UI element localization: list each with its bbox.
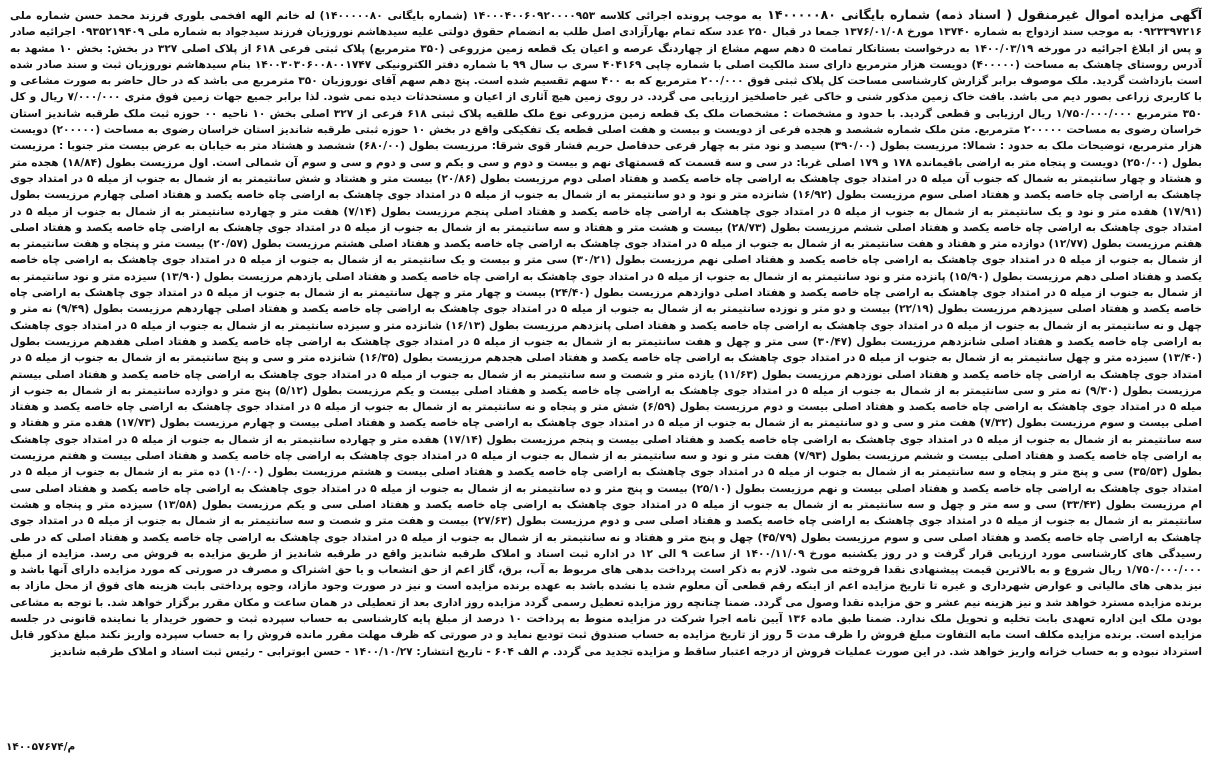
notice-body	[10, 7, 1202, 755]
notice-text: به موجب پرونده اجرائی کلاسه ۱۴۰۰۰۴۰۰۶۰۹۲۰۰۰۰۹۵۳ (شماره بایگانی ۱۴۰۰۰۰۰۸۰) له خانم الهه افخمی بلوری فرزند محمد حسن شماره ملی ۰۹۲۳۳۹۷۲۱۶ به موجب سند ازدواج به شماره ۱۳۷۴۰ مورخ ۱۳۷۶/۰۱/۰۸ جمعا در قبال ۲۵۰ عدد سکه تمام بهارآزادی اصل طلب به انضمام حقوق دولتی علیه سیدهاشم نوروزیان فرزند سیدجواد به شماره ملی ۰۹۳۵۲۱۹۴۰۹ اجرائیه صادر و پس از ابلاغ اجرائیه در مورخه ۱۴۰۰/۰۳/۱۹ به درخواست بستانکار تمامت ۵ دهم سهم مشاع از چهاردنگ عرصه و اعیان یک قطعه زمین مزروعی (۳۵۰ مترمربع) پلاک ثبتی فرعی ۶۱۸ از پلاک اصلی ۳۲۷ در بخش: بخش ۱۰ مشهد به آدرس روستای چاهشک به مساحت (۴۰۰۰۰۰) دویست هزار مترمربع دارای سند مالکیت اصلی با شماره چاپی ۴۰۴۱۶۹ سری ب سال ۹۹ با شماره دفتر الکترونیکی ۱۴۰۰۳۰۳۰۶۰۰۸۰۰۱۷۴۷ بنام سیدهاشم نوروزیان ثبت و سند صادر شده است بازداشت گردید. ملک موصوف برابر گزارش کارشناسی مساحت کل پلاک ثبتی فوق ۲۰۰/۰۰۰ مترمربع که به ۴۰۰ سهم تقسیم شده است. پنج دهم سهم آقای نوروزیان ۳۵۰ مترمربع می باشد که در حال حاضر به صورت مشاعی و با کاربری زراعی بصور دیم می باشد. بافت خاک زمین مذکور شنی و خاکی غیر حاصلخیز ارزیابی می گردد. در روی زمین هیچ آثاری از اعیان و مستحدثات دیده نمی شود. لذا برابر جمیع جهات زمین فوق متری ۷/۰۰۰/۰۰۰ ریال و کل ۳۵۰ مترمربع ۱/۷۵۰/۰۰۰/۰۰۰ ریال ارزیابی و قطعی گردید. با حدود و مشخصات : مشخصات ملک یک قطعه زمین مزروعی نوع ملک طلقیه پلاک ثبتی ۶۱۸ فرعی از ۳۲۷ اصلی بخش ۱۰ ناحیه ۰۰ حوزه ثبت ملک طرقبه شاندیز استان خراسان رضوی به مساحت ۲۰۰۰۰۰ مترمربع. متن ملک شماره ششصد و هجده فرعی از دویست و بیست و هفت اصلی قطعه یک تفکیکی واقع در بخش ۱۰ حوزه ثبتی طرقبه شاندیز استان خراسان رضوی به مساحت (۲۰۰۰۰۰) دویست هزار مترمربع، توضیحات ملک به حدود : شمالا: مرزیست بطول (۳۹۰/۰۰) سیصد و نود متر به چهار فرعی حدفاصل حریم فشار قوی شرقا: مرزیست بطول (۶۸۰/۰۰) ششصد و هشتاد متر به خیابان به عرض بیست متر جنوبا : مرزیست بطول (۲۵۰/۰۰) دویست و پنجاه متر به اراضی باقیمانده ۱۷۸ و ۱۷۹ اصلی غربا: در سی و سه قسمت که قسمتهای نهم و بیست و دوم و سی و یکم و سی و دوم و سی و سوم آن شمالی است. اول مرزیست بطول (۱۸/۸۴) هجده متر و هشتاد و چهار سانتیمتر به شمال که جنوب آن میله ۵ در امتداد جوی چاهشک به اراضی چاه خاصه یکصد و هفتاد اصلی دوم مرزیست بطول (۲۰/۸۶) بیست متر و هشتاد و شش سانتیمتر به از شمال به جنوب از میله ۵ در امتداد جوی چاهشک به اراضی چاه خاصه یکصد و هفتاد اصلی سوم مرزیست بطول (۱۶/۹۲) شانزده متر و نود و دو سانتیمتر به از شمال به جنوب از میله ۵ در امتداد جوی چاهشک به اراضی چاه خاصه یکصد و هفتاد اصلی چهارم مرزیست بطول (۱۷/۹۱) هفده متر و نود و یک سانتیمتر به از شمال به جنوب از میله ۵ در امتداد جوی چاهشک به اراضی چاه خاصه یکصد و هفتاد اصلی پنجم مرزیست بطول (۷/۱۴) هفت متر و چهارده سانتیمتر به از شمال به جنوب از میله ۵ در امتداد جوی چاهشک به اراضی چاه خاصه یکصد و هفتاد اصلی ششم مرزیست بطول (۲۸/۷۳) بیست و هشت متر و هفتاد و سه سانتیمتر به از شمال به جنوب از میله ۵ در امتداد جوی چاهشک به اراضی چاه خاصه یکصد و هفتاد اصلی هفتم مرزیست بطول (۱۲/۷۷) دوازده متر و هفتاد و هفت سانتیمتر به از شمال به جنوب از میله ۵ در امتداد جوی چاهشک به اراضی چاه خاصه یکصد و هفتاد اصلی هشتم مرزیست بطول (۲۰/۵۷) بیست متر و پنجاه و هفت سانتیمتر به از شمال به جنوب از میله ۵ در امتداد جوی چاهشک به اراضی چاه خاصه یکصد و هفتاد اصلی نهم مرزیست بطول (۳۰/۲۱) سی متر و بیست و یک سانتیمتر به از شمال به جنوب از میله ۵ در امتداد جوی چاهشک به اراضی چاه خاصه یکصد و هفتاد اصلی دهم مرزیست بطول (۱۵/۹۰) پانزده متر و نود سانتیمتر به از شمال به جنوب از میله ۵ در امتداد جوی چاهشک به اراضی چاه خاصه یکصد و هفتاد اصلی یازدهم مرزیست بطول (۱۳/۹۰) سیزده متر و نود سانتیمتر به از شمال به جنوب از میله ۵ در امتداد جوی چاهشک به اراضی چاه خاصه یکصد و هفتاد اصلی دوازدهم مرزیست بطول (۲۴/۴۰) بیست و چهار متر و چهل سانتیمتر به از شمال به جنوب از میله ۵ در امتداد جوی چاهشک به اراضی چاه خاصه یکصد و هفتاد اصلی سیزدهم مرزیست بطول (۲۲/۱۹) بیست و دو متر و نوزده سانتیمتر به از شمال به جنوب از میله ۵ در امتداد جوی چاهشک به اراضی چاه خاصه یکصد و هفتاد اصلی چهاردهم مرزیست بطول (۹/۴۹) نه متر و چهل و نه سانتیمتر به از شمال به جنوب از میله ۵ در امتداد جوی چاهشک به اراضی چاه خاصه یکصد و هفتاد اصلی پانزدهم مرزیست بطول (۱۶/۱۳) شانزده متر و سیزده سانتیمتر به از شمال به جنوب از میله ۵ در امتداد جوی چاهشک به اراضی چاه خاصه یکصد و هفتاد اصلی شانزدهم مرزیست بطول (۳۰/۴۷) سی متر و چهل و هفت سانتیمتر به از شمال به جنوب از میله ۵ در امتداد جوی چاهشک به اراضی چاه خاصه یکصد و هفتاد اصلی هفدهم مرزیست بطول (۱۳/۴۰) سیزده متر و چهل سانتیمتر به از شمال به جنوب از میله ۵ در امتداد جوی چاهشک به اراضی چاه خاصه یکصد و هفتاد اصلی هجدهم مرزیست بطول (۱۶/۳۵) شانزده متر و سی و پنج سانتیمتر به از شمال به جنوب از میله ۵ در امتداد جوی چاهشک به اراضی چاه خاصه یکصد و هفتاد اصلی نوزدهم مرزیست بطول (۱۱/۶۳) یازده متر و شصت و سه سانتیمتر به از شمال به جنوب از میله ۵ در امتداد جوی چاهشک به اراضی چاه خاصه یکصد و هفتاد اصلی بیستم مرزیست بطول (۹/۳۰) نه متر و سی سانتیمتر به از شمال به جنوب از میله ۵ در امتداد جوی چاهشک به اراضی چاه خاصه یکصد و هفتاد اصلی بیست و یکم مرزیست بطول (۵/۱۲) پنج متر و دوازده سانتیمتر به از شمال به جنوب از میله ۵ در امتداد جوی چاهشک به اراضی چاه خاصه یکصد و هفتاد اصلی بیست و دوم مرزیست بطول (۶/۵۹) شش متر و پنجاه و نه سانتیمتر به از شمال به جنوب از میله ۵ در امتداد جوی چاهشک به اراضی چاه خاصه یکصد و هفتاد اصلی بیست و سوم مرزیست بطول (۷/۳۲) هفت متر و سی و دو سانتیمتر به از شمال به جنوب از میله ۵ در امتداد جوی چاهشک به اراضی چاه خاصه یکصد و هفتاد اصلی بیست و چهارم مرزیست بطول (۱۷/۷۳) هفده متر و هفتاد و سه سانتیمتر به از شمال به جنوب از میله ۵ در امتداد جوی چاهشک به اراضی چاه خاصه یکصد و هفتاد اصلی بیست و پنجم مرزیست بطول (۱۷/۱۴) هفده متر و چهارده سانتیمتر به از شمال به جنوب از میله ۵ در امتداد جوی چاهشک به اراضی چاه خاصه یکصد و هفتاد اصلی بیست و ششم مرزیست بطول (۷/۹۳) هفت متر و نود و سه سانتیمتر به از شمال به جنوب از میله ۵ در امتداد جوی چاهشک به اراضی چاه خاصه یکصد و هفتاد اصلی بیست و هفتم مرزیست بطول (۳۵/۵۳) سی و پنج متر و پنجاه و سه سانتیمتر به از شمال به جنوب از میله ۵ در امتداد جوی چاهشک به اراضی چاه خاصه یکصد و هفتاد اصلی بیست و هشتم مرزیست بطول (۱۰/۰۰) ده متر به از شمال به جنوب از میله ۵ در امتداد جوی چاهشک به اراضی چاه خاصه یکصد و هفتاد اصلی بیست و نهم مرزیست بطول (۲۵/۱۰) بیست و پنج متر و ده سانتیمتر به از شمال به جنوب از میله ۵ در امتداد جوی چاهشک به اراضی چاه خاصه یکصد و هفتاد اصلی سی ام مرزیست بطول (۳۳/۴۳) سی و سه متر و چهل و سه سانتیمتر به از شمال به جنوب از میله ۵ در امتداد جوی چاهشک به اراضی چاه خاصه یکصد و هفتاد اصلی سی و یکم مرزیست بطول (۱۳/۵۸) سیزده متر و پنجاه و هشت سانتیمتر به از شمال به جنوب از میله ۵ در امتداد جوی چاهشک به اراضی چاه خاصه یکصد و هفتاد اصلی سی و دوم مرزیست بطول (۲۷/۶۳) بیست و هفت متر و شصت و سه سانتیمتر به از شمال به جنوب از میله ۵ در امتداد جوی چاهشک به اراضی چاه خاصه یکصد و هفتاد اصلی سی و سوم مرزیست بطول (۴۵/۷۹) چهل و پنج متر و هفتاد و نه سانتیمتر به از شمال به جنوب از میله ۵ در امتداد جوی چاهشک به اراضی چاه خاصه یکصد و هفتاد اصلی که در طی رسیدگی های کارشناسی مورد ارزیابی قرار گرفت و در روز یکشنبه مورخ ۱۴۰۰/۱۱/۰۹ از ساعت ۹ الی ۱۲ در اداره ثبت اسناد و املاک طرقبه شاندیز واقع در طرقبه شاندیز از طریق مزایده به فروش می رسد. مزایده از مبلغ ۱/۷۵۰/۰۰۰/۰۰۰ ریال شروع و به بالاترین قیمت پیشنهادی نقدا فروخته می شود. لازم به ذکر است پرداخت بدهی های مربوط به آب، برق، گاز اعم از حق انشعاب و یا حق اشتراک و مصرف در صورتی که مورد مزایده دارای آنها باشد و نیز بدهی های مالیاتی و عوارض شهرداری و غیره تا تاریخ مزایده اعم از اینکه رقم قطعی آن معلوم شده یا نشده باشد به عهده برنده مزایده است و نیز در صورت وجود مازاد، وجوه پرداختی بابت هزینه های فوق از محل مازاد به برنده مزایده مسترد خواهد شد و نیز هزینه نیم عشر و حق مزایده نقدا وصول می گردد. ضمنا چنانچه روز مزایده تعطیل رسمی گردد مزایده روز اداری بعد از تعطیلی در همان ساعت و مکان مقرر برگزار خواهد شد. با توجه به مشاعی بودن ملک این اداره تعهدی بابت تخلیه و تحویل ملک ندارد. ضمنا طبق ماده ۱۳۶ آیین نامه اجرا شرکت در مزایده منوط به پرداخت ۱۰ درصد از مبلغ پایه کارشناسی به حساب سپرده ثبت و حضور خریدار یا نماینده قانونی در جلسه مزایده است. برنده مزایده مکلف است مابه التفاوت مبلغ فروش را ظرف مدت 5 روز از تاریخ مزایده به حساب صندوق ثبت تودیع نماید و در صورتی که ظرف مهلت مقرر مانده فروش را به حساب سپرده واریز نکند مبلغ مذکور قابل استرداد نبوده و به حساب خزانه واریز خواهد شد. در این صورت عملیات فروش از درجه اعتبار ساقط و مزایده تجدید می گردد. م الف ۶۰۴ - تاریخ انتشار: ۱۴۰۰/۱۰/۲۷ - حسن ابوترابی - رئیس ثبت اسناد و املاک طرقبه شاندیز	[10, 10, 1202, 658]
publication-id: م/۱۴۰۰۵۷۶۷۴	[6, 741, 76, 753]
notice-title: آگهی مزایده اموال غیرمنقول ( اسناد ذمه) شماره بایگانی ۱۴۰۰۰۰۰۸۰	[761, 7, 1202, 22]
